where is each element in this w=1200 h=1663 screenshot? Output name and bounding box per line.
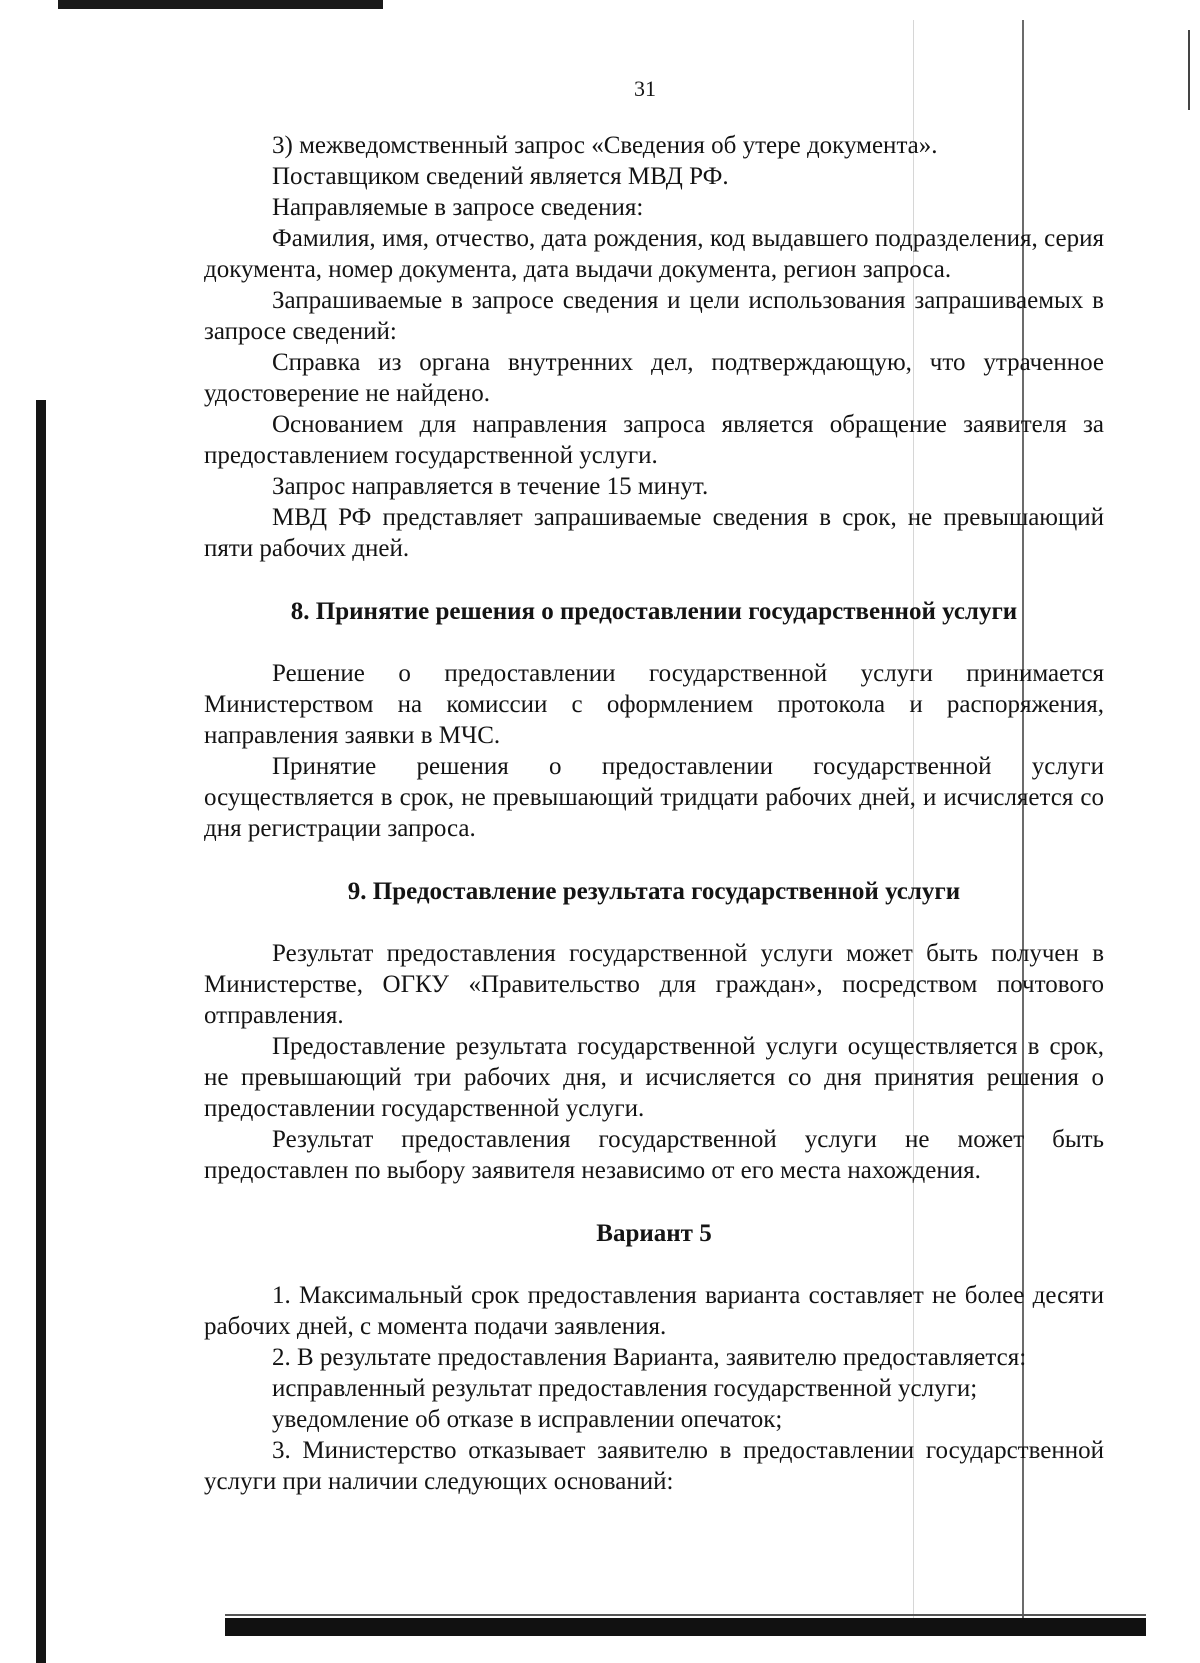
document-body	[204, 130, 1104, 1497]
paragraph: Запрос направляется в течение 15 минут.	[272, 473, 709, 500]
scan-bottom-line	[225, 1614, 1146, 1616]
page-number: 31	[634, 76, 656, 101]
paragraph: Решение о предоставлении государственной услуги принимается Министерством на комиссии с оформлением протокола и распоряжения, направления заявки в МЧС.	[204, 660, 1104, 749]
paragraph: 2. В результате предоставления Варианта, заявителю предоставляется:	[272, 1344, 1027, 1371]
paragraph: исправленный результат предоставления государственной услуги;	[272, 1375, 978, 1402]
spacer	[204, 627, 1104, 658]
spacer	[204, 564, 1104, 596]
spacer	[204, 1186, 1104, 1218]
scan-bottom-bar	[225, 1618, 1146, 1636]
section-heading-variant-5: Вариант 5	[596, 1220, 712, 1247]
paragraph: Основанием для направления запроса является обращение заявителя за предоставлением государственной услуги.	[204, 411, 1104, 469]
paragraph: Направляемые в запросе сведения:	[272, 194, 644, 221]
paragraph: 1. Максимальный срок предоставления варианта составляет не более десяти рабочих дней, с момента подачи заявления.	[204, 1282, 1104, 1340]
paragraph: Запрашиваемые в запросе сведения и цели использования запрашиваемых в запросе сведений:	[204, 287, 1104, 345]
paragraph: Поставщиком сведений является МВД РФ.	[272, 163, 729, 190]
paragraph: 3. Министерство отказывает заявителю в предоставлении государственной услуги при наличии следующих оснований:	[204, 1437, 1104, 1495]
section-heading-9: 9. Предоставление результата государственной услуги	[347, 878, 961, 905]
paragraph: Результат предоставления государственной услуги может быть получен в Министерстве, ОГКУ «Правительство для граждан», посредством почтового отправления.	[204, 940, 1104, 1029]
spacer	[204, 1249, 1104, 1280]
paragraph: Фамилия, имя, отчество, дата рождения, код выдавшего подразделения, серия документа, номер документа, дата выдачи документа, регион запроса.	[204, 225, 1104, 283]
scan-left-bar	[36, 400, 46, 1663]
paragraph: Справка из органа внутренних дел, подтверждающую, что утраченное удостоверение не найдено.	[204, 349, 1104, 407]
paragraph: 3) межведомственный запрос «Сведения об утере документа».	[272, 132, 938, 159]
spacer	[204, 844, 1104, 876]
paragraph: Принятие решения о предоставлении государственной услуги осуществляется в срок, не превышающий тридцати рабочих дней, и исчисляется со дня регистрации запроса.	[204, 753, 1104, 842]
scan-top-bar	[58, 0, 383, 9]
section-heading-8: 8. Принятие решения о предоставлении государственной услуги	[290, 598, 1018, 625]
paragraph: уведомление об отказе в исправлении опечаток;	[272, 1406, 783, 1433]
paragraph: Результат предоставления государственной услуги не может быть предоставлен по выбору заявителя независимо от его места нахождения.	[204, 1126, 1104, 1184]
paragraph: Предоставление результата государственной услуги осуществляется в срок, не превышающий три рабочих дня, и исчисляется со дня принятия решения о предоставлении государственной услуги.	[204, 1033, 1104, 1122]
paragraph: МВД РФ представляет запрашиваемые сведения в срок, не превышающий пяти рабочих дней.	[204, 504, 1104, 562]
spacer	[204, 907, 1104, 938]
